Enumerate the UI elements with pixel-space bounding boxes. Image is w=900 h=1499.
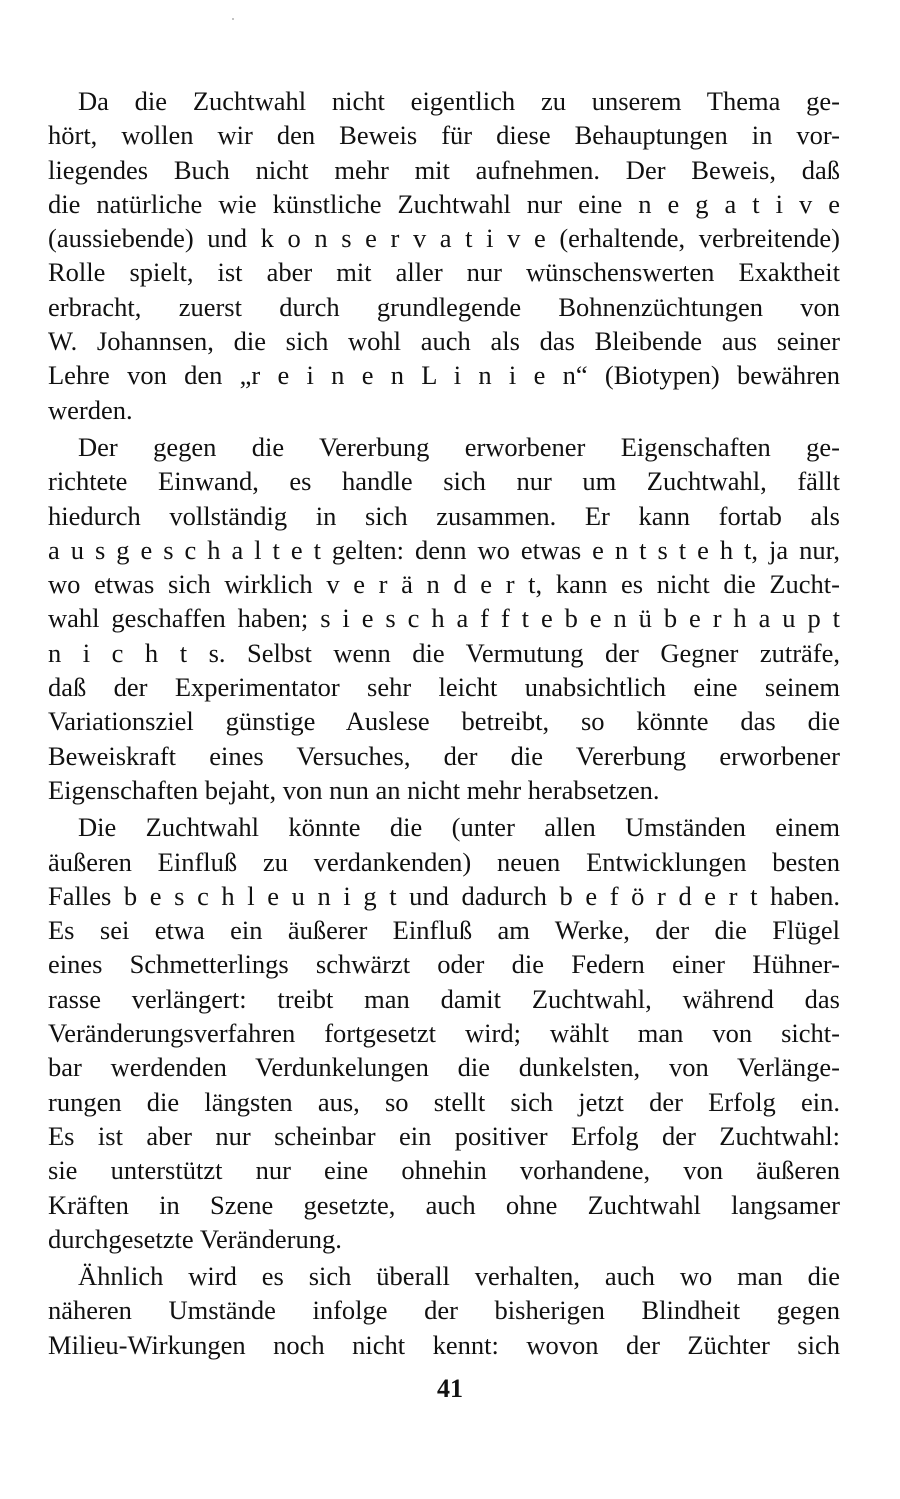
- text-line: Beweiskraft eines Versuches, der die Vererbung erworbener: [48, 740, 840, 771]
- text-line: Es ist aber nur scheinbar ein positiver Erfolg der Zuchtwahl:: [48, 1120, 840, 1151]
- text-line: wahl geschaffen haben; s i e s c h a f f t e b e n ü b e r h a u p t: [48, 603, 840, 634]
- text-line: sie unterstützt nur eine ohnehin vorhandene, von äußeren: [48, 1155, 840, 1186]
- text-line: äußeren Einfluß zu verdankenden) neuen Entwicklungen besten: [48, 846, 840, 877]
- text-line: Die Zuchtwahl könnte die (unter allen Umständen einem: [78, 812, 840, 843]
- scan-speck: [232, 18, 234, 20]
- text-line: richtete Einwand, es handle sich nur um Zuchtwahl, fällt: [48, 466, 840, 497]
- text-line: Veränderungsverfahren fortgesetzt wird; wählt man von sicht-: [48, 1018, 840, 1049]
- text-line: (aussiebende) und k o n s e r v a t i v e (erhaltende, verbreitende): [48, 223, 840, 254]
- text-line: Rolle spielt, ist aber mit aller nur wünschenswerten Exaktheit: [48, 257, 840, 288]
- text-line: Der gegen die Vererbung erworbener Eigenschaften ge-: [78, 431, 840, 462]
- text-line: näheren Umstände infolge der bisherigen Blindheit gegen: [48, 1295, 840, 1326]
- paragraph-4: [48, 1259, 840, 1362]
- text-line: bar werdenden Verdunkelungen die dunkelsten, von Verlänge-: [48, 1052, 840, 1083]
- text-line: a u s g e s c h a l t e t gelten: denn wo etwas e n t s t e h t, ja nur,: [48, 534, 840, 565]
- text-line: durchgesetzte Veränderung.: [48, 1223, 342, 1254]
- text-line: Es sei etwa ein äußerer Einfluß am Werke, der die Flügel: [48, 915, 840, 946]
- text-line: hört, wollen wir den Beweis für diese Behauptungen in vor-: [48, 120, 840, 151]
- text-line: Eigenschaften bejaht, von nun an nicht mehr herabsetzen.: [48, 774, 660, 805]
- text-line: Milieu-Wirkungen noch nicht kennt: wovon der Züchter sich: [48, 1329, 840, 1360]
- text-line: daß der Experimentator sehr leicht unabsichtlich eine seinem: [48, 672, 840, 703]
- text-line: wo etwas sich wirklich v e r ä n d e r t, kann es nicht die Zucht-: [48, 569, 840, 600]
- page-number: 41: [437, 1374, 463, 1403]
- text-line: W. Johannsen, die sich wohl auch als das Bleibende aus seiner: [48, 326, 840, 357]
- text-line: rasse verlängert: treibt man damit Zuchtwahl, während das: [48, 983, 840, 1014]
- paragraph-1: [48, 84, 840, 427]
- text-line: werden.: [48, 394, 133, 425]
- paragraph-3: [48, 810, 840, 1256]
- text-line: Falles b e s c h l e u n i g t und dadurch b e f ö r d e r t haben.: [48, 880, 840, 911]
- text-line: Lehre von den „r e i n e n L i n i e n“ (Biotypen) bewähren: [48, 360, 840, 391]
- text-line: hiedurch vollständig in sich zusammen. Er kann fortab als: [48, 500, 840, 531]
- text-line: liegendes Buch nicht mehr mit aufnehmen. Der Beweis, daß: [48, 154, 840, 185]
- text-line: Variationsziel günstige Auslese betreibt, so könnte das die: [48, 706, 840, 737]
- text-line: Ähnlich wird es sich überall verhalten, auch wo man die: [78, 1261, 840, 1292]
- text-line: die natürliche wie künstliche Zuchtwahl nur eine n e g a t i v e: [48, 188, 840, 219]
- text-line: Da die Zuchtwahl nicht eigentlich zu unserem Thema ge-: [78, 86, 840, 116]
- paragraph-2: [48, 430, 840, 807]
- text-line: eines Schmetterlings schwärzt oder die Federn einer Hühner-: [48, 949, 840, 980]
- text-line: Kräften in Szene gesetzte, auch ohne Zuchtwahl langsamer: [48, 1189, 840, 1220]
- text-line: n i c h t s. Selbst wenn die Vermutung der Gegner zuträfe,: [48, 637, 840, 668]
- text-line: rungen die längsten aus, so stellt sich jetzt der Erfolg ein.: [48, 1086, 840, 1117]
- page-body: [48, 84, 840, 1362]
- text-line: erbracht, zuerst durch grundlegende Bohnenzüchtungen von: [48, 291, 840, 322]
